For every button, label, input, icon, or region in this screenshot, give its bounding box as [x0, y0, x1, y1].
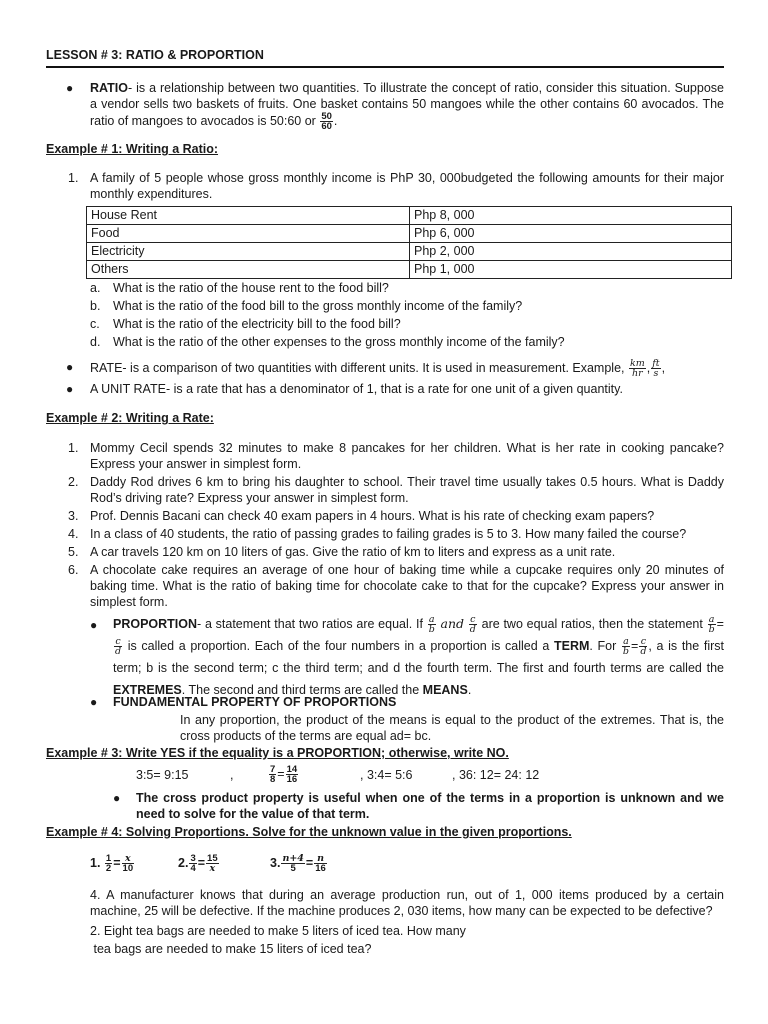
- question-text: What is the ratio of the electricity bill to the food bill?: [113, 317, 401, 331]
- frac-den: 4: [190, 863, 196, 875]
- fraction-3-4: [189, 854, 196, 873]
- rate-fraction-ft-s: [651, 359, 660, 378]
- question-text: What is the ratio of the food bill to the gross monthly income of the family?: [113, 299, 523, 313]
- proportion-text: . For: [589, 639, 617, 653]
- proportion-text: .: [467, 683, 472, 697]
- list-number: 5.: [68, 545, 79, 559]
- frac-num: c: [115, 636, 121, 648]
- example1-heading: Example # 1: Writing a Ratio:: [46, 142, 219, 156]
- rate-frac-num: ft: [652, 358, 660, 369]
- ratio-definition: [90, 80, 724, 131]
- bullet-icon: ●: [66, 81, 74, 95]
- list-number: 3.: [68, 509, 79, 523]
- problem-label: 3.: [270, 856, 281, 870]
- table-cell-amount: Php 1, 000: [410, 261, 732, 279]
- frac-num: n+4: [282, 853, 304, 865]
- example4-heading: Example # 4: Solving Proportions. Solve for the unknown value in the given proportions.: [46, 825, 572, 839]
- table-cell-item: House Rent: [87, 207, 410, 225]
- rate-frac-num: km: [629, 358, 645, 369]
- equals-sign: =: [716, 617, 724, 631]
- frac-den: d: [115, 646, 122, 658]
- equals-sign: =: [631, 639, 639, 653]
- example1-intro: A family of 5 people whose gross monthly income is PhP 30, 000budgeted the following amounts for their major monthly expenditures.: [90, 171, 724, 201]
- table-cell-amount: Php 2, 000: [410, 243, 732, 261]
- example3-heading: Example # 3: Write YES if the equality is a PROPORTION; otherwise, write NO.: [46, 746, 509, 760]
- term-word: TERM: [553, 639, 590, 653]
- frac-den: 2: [105, 863, 112, 875]
- fraction-c-d: [114, 637, 122, 656]
- ratio-text: - is a relationship between two quantities. To illustrate the concept of ratio, consider this situation. Suppose a vendor sells two baskets of fruits. One basket contains 50 mangoes while the other contains 60 avocados. The ratio of mangoes to avocados is 50:60 or: [90, 81, 724, 128]
- equals-sign: =: [113, 856, 121, 870]
- frac-num: 14: [286, 764, 298, 776]
- frac-den: b: [428, 624, 435, 636]
- list-number: 4.: [68, 527, 79, 541]
- table-cell-item: Electricity: [87, 243, 410, 261]
- list-item: Daddy Rod drives 6 km to bring his daughter to school. Their travel time usually takes 0.5 hours. What is Daddy Rod’s driving rate? Express your answer in simplest form.: [90, 475, 724, 505]
- bullet-icon: ●: [113, 791, 121, 805]
- lesson-title: LESSON # 3: RATIO & PROPORTION: [46, 48, 264, 62]
- example2-heading: Example # 2: Writing a Rate:: [46, 411, 214, 425]
- frac-num: c: [470, 614, 476, 626]
- question-letter: c.: [90, 317, 100, 331]
- frac-num: 15: [207, 853, 218, 865]
- problem-label: 1.: [90, 856, 101, 870]
- ratio-end: .: [333, 113, 338, 128]
- proportion-text: is called a proportion. Each of the four numbers in a proportion is called a: [127, 639, 550, 653]
- frac-num: n: [314, 854, 327, 864]
- list-item: Mommy Cecil spends 32 minutes to make 8 pancakes for her children. What is her rate in cooking pancake? Express your answer in simplest form.: [90, 441, 724, 471]
- bullet-icon: ●: [90, 618, 98, 632]
- equals-sign: =: [305, 856, 314, 870]
- rate-fraction-km-hr: [629, 359, 646, 378]
- fraction-a-b: [708, 615, 716, 634]
- example3-eq2: [268, 759, 299, 789]
- question-letter: d.: [90, 335, 101, 349]
- frac-den: d: [640, 646, 647, 658]
- problem-label: 2.: [178, 856, 189, 870]
- example1-item-number: 1.: [68, 171, 79, 185]
- list-item: In a class of 40 students, the ratio of passing grades to failing grades is 5 to 3. How many failed the course?: [90, 527, 687, 541]
- proportion-text: are two equal ratios, then the statement: [481, 617, 703, 631]
- example3-eq3: , 3:4= 5:6: [360, 768, 413, 782]
- frac-den: 10: [122, 863, 134, 875]
- rate-frac-den: hr: [632, 368, 643, 379]
- frac-num: 7: [270, 764, 276, 776]
- bullet-icon: ●: [66, 360, 74, 374]
- bullet-icon: ●: [90, 695, 98, 709]
- list-item: Prof. Dennis Bacani can check 40 exam papers in 4 hours. What is his rate of checking exam papers?: [90, 509, 655, 523]
- fraction-c-d: [469, 615, 477, 634]
- extremes-word: EXTREMES: [113, 683, 182, 697]
- equals-sign: =: [277, 767, 285, 781]
- fraction-15-x: [206, 854, 219, 873]
- frac-num: 3: [190, 853, 196, 865]
- word-problem-2-line1: 2. Eight tea bags are needed to make 5 liters of iced tea. How many: [90, 924, 466, 938]
- frac-den: x: [209, 863, 216, 875]
- problem-1: [90, 848, 135, 878]
- frac-num: a: [428, 614, 435, 626]
- question-letter: a.: [90, 281, 101, 295]
- list-number: 2.: [68, 475, 79, 489]
- ratio-fraction: [320, 112, 333, 131]
- expenditure-table: [86, 206, 732, 279]
- frac-den: 16: [286, 774, 298, 786]
- bullet-icon: ●: [66, 382, 74, 396]
- ratio-term: RATIO: [90, 81, 128, 95]
- fraction-a-b: [428, 615, 436, 634]
- title-rule: [46, 66, 724, 68]
- rate-definition: RATE- is a comparison of two quantities with different units. It is used in measurement. Example, $\frac{km}{hr}$ , $\frac{ft}{s}$ ,: [90, 358, 666, 379]
- frac-den: 16: [315, 863, 326, 875]
- table-cell-item: Food: [87, 225, 410, 243]
- fraction-c-d: [639, 637, 647, 656]
- problem-3: [270, 848, 328, 878]
- proportion-term: PROPORTION: [113, 617, 198, 631]
- proportion-text: , a is the first term; b is the second term; c the third term; and d the fourth term. The first and fourth terms are called the: [113, 639, 724, 675]
- frac-num: 1: [105, 853, 112, 865]
- fundamental-text: In any proportion, the product of the means is equal to the product of the extremes. That is, the cross products of the terms are equal ad= bc.: [180, 713, 724, 743]
- table-row: [87, 225, 732, 243]
- equals-sign: =: [197, 856, 206, 870]
- frac-den: b: [622, 646, 630, 658]
- rate-text: RATE- is a comparison of two quantities with different units. It is used in measurement. Example,: [90, 360, 625, 375]
- word-problem-2-line2: tea bags are needed to make 15 liters of iced tea?: [90, 942, 372, 956]
- fraction-n-16: [314, 854, 327, 873]
- fundamental-heading: FUNDAMENTAL PROPERTY OF PROPORTIONS: [113, 695, 397, 709]
- fraction-n4-5: [281, 854, 304, 873]
- cross-product-note: The cross product property is useful when one of the terms in a proportion is unknown and we need to solve for the value of that term.: [136, 791, 724, 821]
- proportion-text: . The second and third terms are called the: [181, 683, 420, 697]
- example3-eq1: 3:5= 9:15: [136, 768, 189, 782]
- means-word: MEANS: [422, 683, 468, 697]
- frac-den: 8: [270, 774, 276, 786]
- frac-den: d: [469, 624, 476, 636]
- fraction-14-16: [286, 765, 299, 784]
- ratio-frac-den: 60: [321, 121, 332, 132]
- fraction-7-8: [269, 765, 276, 784]
- table-row: [87, 261, 732, 279]
- fraction-x-10: [122, 854, 135, 873]
- example3-comma: ,: [230, 768, 234, 782]
- list-item: A chocolate cake requires an average of one hour of baking time while a cupcake requires only 20 minutes of baking time. What is the ratio of baking time for chocolate cake to that for the cupcake? Express your answer in simplest form.: [90, 563, 724, 609]
- fraction-a-b: [622, 637, 630, 656]
- list-number: 1.: [68, 441, 79, 455]
- table-row: [87, 207, 732, 225]
- proportion-text: - a statement that two ratios are equal. If: [197, 617, 423, 631]
- question-text: What is the ratio of the other expenses to the gross monthly income of the family?: [113, 335, 565, 349]
- ratio-frac-num: 50: [321, 111, 332, 122]
- table-cell-amount: Php 6, 000: [410, 225, 732, 243]
- question-letter: b.: [90, 299, 101, 313]
- frac-num: a: [623, 636, 629, 648]
- table-row: [87, 243, 732, 261]
- frac-num: a: [708, 614, 715, 626]
- list-item: A car travels 120 km on 10 liters of gas. Give the ratio of km to liters and express as a unit rate.: [90, 545, 616, 559]
- question-text: What is the ratio of the house rent to the food bill?: [113, 281, 389, 295]
- example3-eq4: , 36: 12= 24: 12: [452, 768, 540, 782]
- frac-den: 5: [290, 863, 296, 875]
- frac-num: c: [640, 636, 647, 648]
- list-number: 6.: [68, 563, 79, 577]
- problem-2: [178, 848, 220, 878]
- table-cell-amount: Php 8, 000: [410, 207, 732, 225]
- unit-rate-definition: A UNIT RATE- is a rate that has a denominator of 1, that is a rate for one unit of a given quantity.: [90, 382, 623, 396]
- proportion-definition: [113, 613, 724, 701]
- fraction-1-2: [105, 854, 112, 873]
- frac-num: x: [122, 854, 135, 864]
- word-problem-4: 4. A manufacturer knows that during an average production run, out of 1, 000 items produced by a certain machine, 25 will be defective. If the machine produces 2, 030 items, how many can be expected to be defective?: [90, 888, 724, 918]
- frac-den: b: [708, 624, 715, 636]
- table-cell-item: Others: [87, 261, 410, 279]
- and-word: and: [440, 616, 465, 631]
- rate-frac-den: s: [653, 368, 659, 379]
